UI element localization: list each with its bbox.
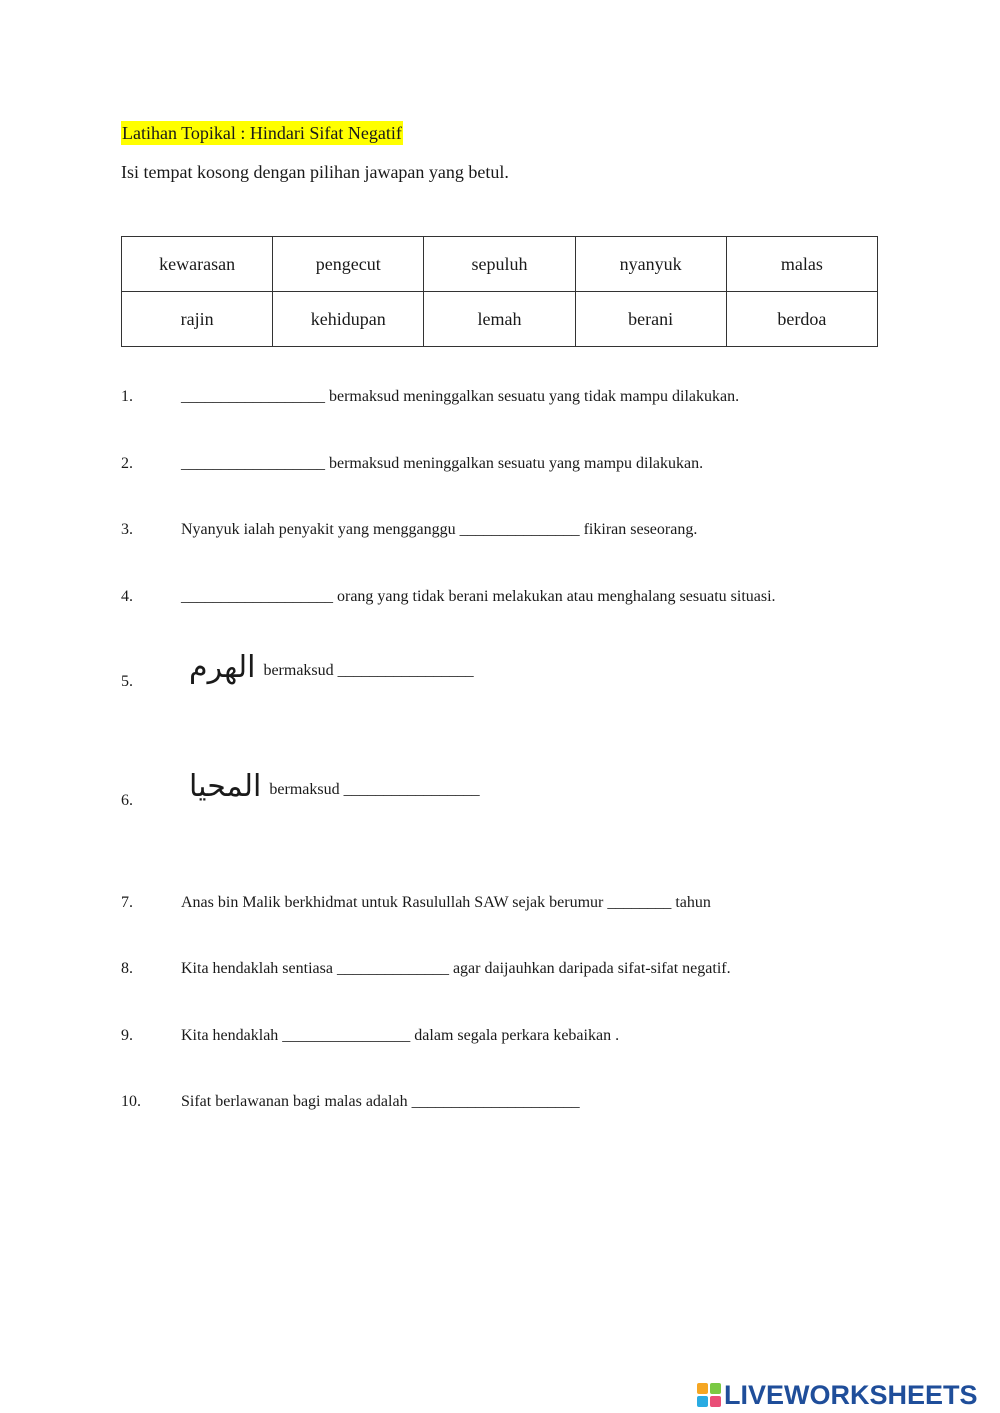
question-text[interactable]: bermaksud _________________ (263, 662, 474, 679)
question-text[interactable]: Kita hendaklah ________________ dalam segala perkara kebaikan . (181, 1027, 620, 1044)
logo-square (710, 1396, 721, 1407)
word-bank-cell: nyanyuk (575, 237, 726, 292)
question-text[interactable]: ___________________ orang yang tidak berani melakukan atau menghalang sesuatu situasi. (181, 588, 776, 605)
word-bank-cell: berani (575, 292, 726, 347)
arabic-term: الهرم (189, 650, 256, 685)
question-number: 3. (121, 521, 133, 538)
question-text[interactable]: Sifat berlawanan bagi malas adalah _____________________ (181, 1093, 580, 1110)
logo-square (710, 1383, 721, 1394)
word-bank-cell: rajin (122, 292, 273, 347)
question-text[interactable]: Kita hendaklah sentiasa ______________ agar daijauhkan daripada sifat-sifat negatif. (181, 960, 731, 977)
question-text[interactable]: bermaksud _________________ (269, 781, 480, 798)
arabic-term: المحيا (189, 769, 262, 804)
question-number: 10. (121, 1093, 141, 1110)
question-text[interactable]: __________________ bermaksud meninggalkan sesuatu yang tidak mampu dilakukan. (181, 388, 740, 405)
word-bank-cell: pengecut (273, 237, 424, 292)
word-bank-cell: kehidupan (273, 292, 424, 347)
question-text[interactable]: __________________ bermaksud meninggalkan sesuatu yang mampu dilakukan. (181, 455, 704, 472)
word-bank-row (122, 292, 878, 347)
question-number: 5. (121, 673, 133, 690)
word-bank-cell: kewarasan (122, 237, 273, 292)
logo-text: LIVEWORKSHEETS (724, 1379, 978, 1410)
logo-square (697, 1383, 708, 1394)
logo-square (697, 1396, 708, 1407)
question-text[interactable]: Nyanyuk ialah penyakit yang mengganggu _______________ fikiran seseorang. (181, 521, 698, 538)
word-bank-cell: sepuluh (424, 237, 575, 292)
word-bank-cell: lemah (424, 292, 575, 347)
word-bank-cell: berdoa (726, 292, 877, 347)
question-text[interactable]: Anas bin Malik berkhidmat untuk Rasulullah SAW sejak berumur ________ tahun (181, 894, 711, 911)
logo-mark-icon (697, 1383, 721, 1407)
question-number: 6. (121, 792, 133, 809)
instruction-text: Isi tempat kosong dengan pilihan jawapan yang betul. (121, 162, 509, 182)
question-number: 7. (121, 894, 133, 911)
question-number: 8. (121, 960, 133, 977)
word-bank-table (121, 236, 878, 347)
liveworksheets-logo (697, 1378, 978, 1412)
question-number: 9. (121, 1027, 133, 1044)
question-number: 2. (121, 455, 133, 472)
worksheet-title: Latihan Topikal : Hindari Sifat Negatif (122, 123, 402, 143)
question-number: 4. (121, 588, 133, 605)
question-number: 1. (121, 388, 133, 405)
word-bank-row (122, 237, 878, 292)
word-bank-cell: malas (726, 237, 877, 292)
